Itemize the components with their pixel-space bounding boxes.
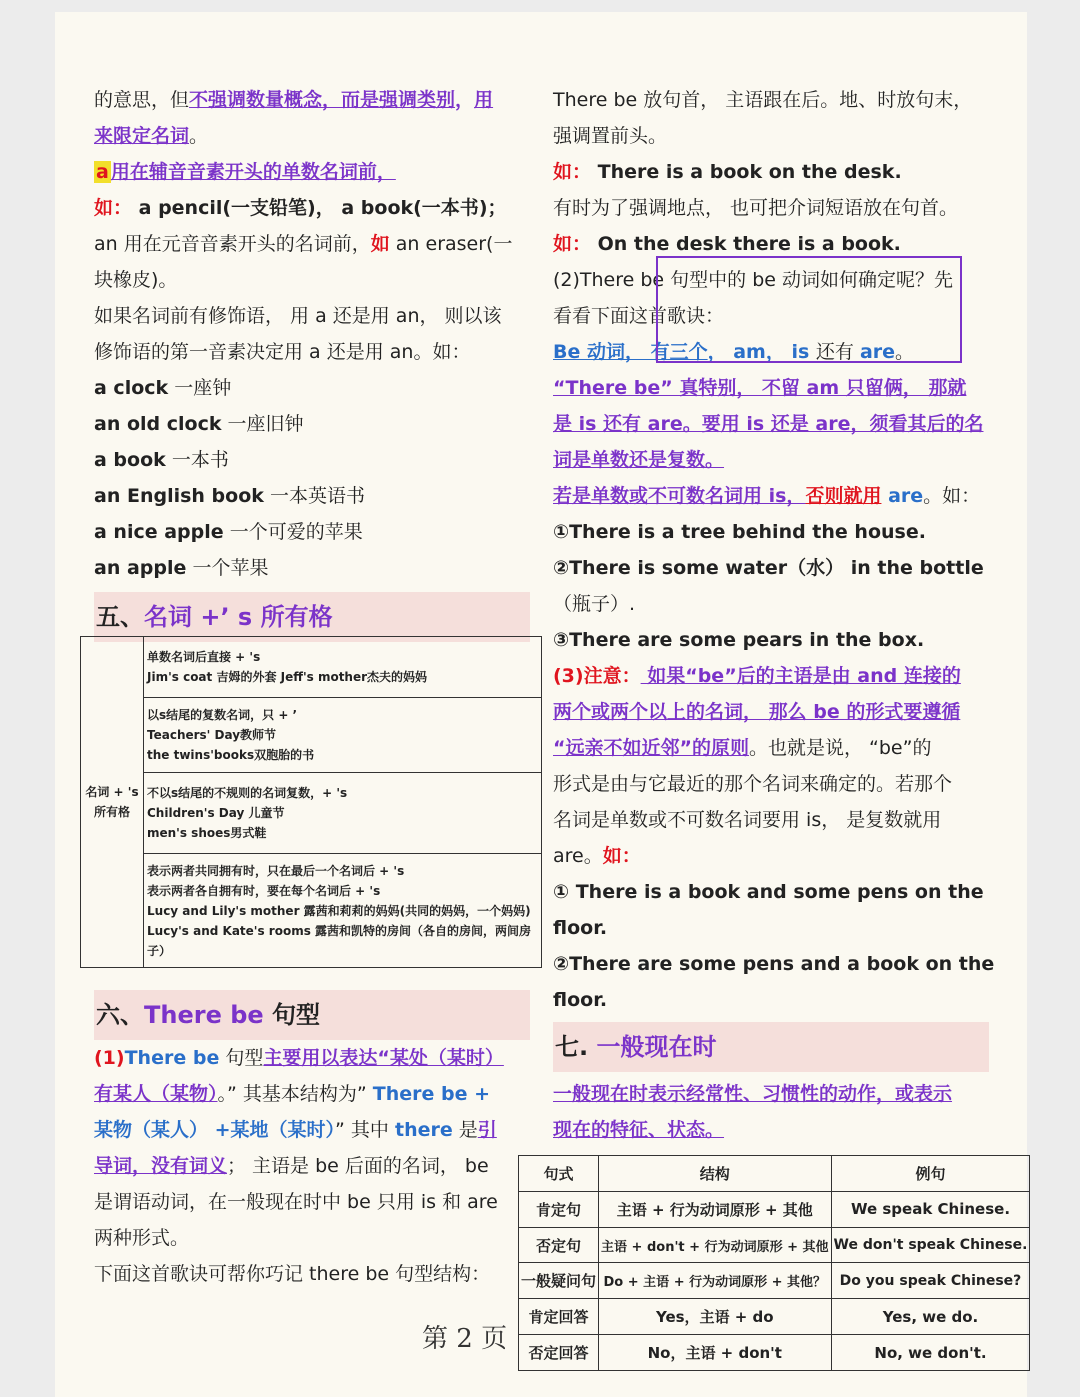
example-line: a clock 一座钟	[94, 377, 232, 399]
text-line: are。如：	[553, 845, 641, 867]
text-line: (1)There be 句型主要用以表达“某处（某时）	[94, 1047, 504, 1069]
example-line: floor.	[553, 989, 608, 1011]
table-cell: 表示两者共同拥有时，只在最后一个名词后 + 's 表示两者各自拥有时，要在每个名词后 + 's Lucy and Lily's mother 露茜和莉莉的妈妈(共同的妈妈，一个妈妈) Lucy's and Kate's rooms 露茜和凯特的房间（各自的房间，两间房 子）	[144, 854, 542, 968]
text-line: 如： a pencil(一支铅笔)， a book(一本书)；	[94, 197, 507, 219]
text-line: (3)注意： 如果“be”后的主语是由 and 连接的	[553, 665, 961, 687]
section-6-heading: 六、There be 句型	[94, 990, 530, 1040]
left-column	[94, 82, 530, 642]
text-line: 是 is 还有 are。要用 is 还是 are，须看其后的名	[553, 413, 984, 435]
text-line: 现在的特征、状态。	[553, 1119, 725, 1141]
text-line: 如： On the desk there is a book.	[553, 233, 901, 255]
text-line: 如： There is a book on the desk.	[553, 161, 902, 183]
table-row: 否定句 主语 + don't + 行为动词原形 + 其他 We don't speak Chinese.	[519, 1227, 1030, 1263]
possessive-label: 名词 + 's 所有格	[81, 637, 144, 968]
right-column	[553, 82, 995, 1148]
text-line: 两个或两个以上的名词， 那么 be 的形式要遵循	[553, 701, 961, 723]
text-line: 导词，没有词义； 主语是 be 后面的名词， be	[94, 1155, 489, 1177]
text-line: 看看下面这首歌诀：	[553, 305, 725, 327]
example-line: ③There are some pears in the box.	[553, 629, 925, 651]
table-row: 肯定句 主语 + 行为动词原形 + 其他 We speak Chinese.	[519, 1191, 1030, 1227]
text-line: 某物（某人） +某地（某时）” 其中 there 是引	[94, 1119, 497, 1141]
text-line: “There be” 真特别， 不留 am 只留俩， 那就	[553, 377, 967, 399]
table-cell: 以s结尾的复数名词，只 + ’ Teachers' Day教师节 the twins'books双胞胎的书	[144, 698, 542, 773]
section-7-heading: 七. 一般现在时	[553, 1022, 989, 1072]
left-column-lower	[94, 990, 530, 1292]
text-line: 两种形式。	[94, 1227, 190, 1249]
page-number: 第 2 页	[422, 1324, 508, 1354]
text-line: an 用在元音音素开头的名词前，如 an eraser(一	[94, 233, 513, 255]
text-line: 词是单数还是复数。	[553, 449, 725, 471]
example-line: floor.	[553, 917, 608, 939]
text-line: 有时为了强调地点， 也可把介词短语放在句首。	[553, 197, 959, 219]
text-line: Be 动词， 有三个， am， is 还有 are。	[553, 341, 915, 363]
text-line: a 用在辅音音素开头的单数名词前，	[96, 161, 396, 183]
example-line: an English book 一本英语书	[94, 485, 365, 507]
text-line: 的意思，但不强调数量概念，而是强调类别，用	[94, 89, 494, 111]
highlight-box	[656, 256, 962, 363]
possessive-table	[80, 636, 542, 968]
example-line: a nice apple 一个可爱的苹果	[94, 521, 363, 543]
text-line: There be 放句首， 主语跟在后。地、时放句末，	[553, 89, 973, 111]
text-line: 修饰语的第一音素决定用 a 还是用 an。如：	[94, 341, 471, 363]
text-line: “远亲不如近邻”的原则。也就是说， “be”的	[553, 737, 932, 759]
section-5-heading: 五、名词 +’ s 所有格	[94, 592, 530, 642]
example-line: a book 一本书	[94, 449, 229, 471]
table-header-row: 句式 结构 例句	[519, 1156, 1030, 1192]
example-line: ②There is some water（水） in the bottle	[553, 557, 984, 579]
example-line: an old clock 一座旧钟	[94, 413, 304, 435]
table-row: 肯定回答 Yes，主语 + do Yes, we do.	[519, 1299, 1030, 1335]
text-line: 来限定名词。	[94, 125, 209, 147]
text-line: 有某人（某物）。” 其基本结构为” There be +	[94, 1083, 491, 1105]
example-line: ①There is a tree behind the house.	[553, 521, 926, 543]
table-cell: 单数名词后直接 + 's Jim's coat 吉姆的外套 Jeff's mother杰夫的妈妈	[144, 637, 542, 698]
text-line: 块橡皮)。	[94, 269, 178, 291]
text-line: (2)There be 句型中的 be 动词如何确定呢？先	[553, 269, 953, 291]
text-line: 形式是由与它最近的那个名词来确定的。若那个	[553, 773, 953, 795]
text-line: 强调置前头。	[553, 125, 668, 147]
text-line: 若是单数或不可数名词用 is，否则就用 are。如：	[553, 485, 981, 507]
example-line: ②There are some pens and a book on the	[553, 953, 995, 975]
text-line: （瓶子）.	[553, 593, 636, 615]
text-line: 如果名词前有修饰语， 用 a 还是用 an， 则以该	[94, 305, 502, 327]
text-line: 下面这首歌诀可帮你巧记 there be 句型结构：	[94, 1263, 491, 1285]
present-tense-table	[518, 1155, 1030, 1371]
text-line: 名词是单数或不可数名词要用 is， 是复数就用	[553, 809, 942, 831]
text-line: 是谓语动词，在一般现在时中 be 只用 is 和 are	[94, 1191, 498, 1213]
table-cell: 不以s结尾的不规则的名词复数，+ 's Children's Day 儿童节 men's shoes男式鞋	[144, 773, 542, 854]
example-line: an apple 一个苹果	[94, 557, 269, 579]
example-line: ① There is a book and some pens on the	[553, 881, 984, 903]
table-row: 否定回答 No，主语 + don't No, we don't.	[519, 1335, 1030, 1371]
text-line: 一般现在时表示经常性、习惯性的动作，或表示	[553, 1083, 953, 1105]
table-row: 一般疑问句 Do + 主语 + 行为动词原形 + 其他？ Do you speak Chinese?	[519, 1263, 1030, 1299]
